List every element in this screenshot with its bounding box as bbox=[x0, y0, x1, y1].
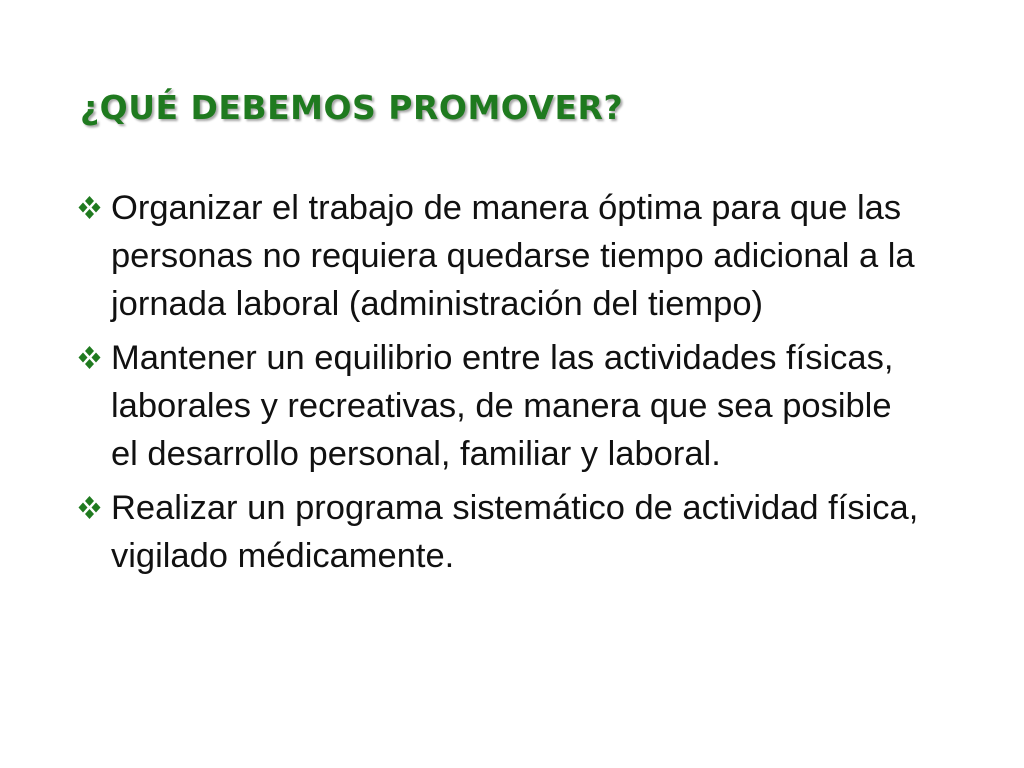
slide-title: ¿QUÉ DEBEMOS PROMOVER? bbox=[80, 88, 624, 127]
bullet-text: Realizar un programa sistemático de actividad física, vigilado médicamente. bbox=[111, 489, 919, 575]
four-diamond-icon bbox=[74, 345, 105, 371]
bullet-item-2 bbox=[74, 334, 924, 478]
bullet-item-1 bbox=[74, 184, 924, 328]
four-diamond-icon bbox=[74, 195, 105, 221]
bullet-item-3 bbox=[74, 484, 924, 580]
four-diamond-icon bbox=[74, 495, 105, 521]
bullet-text: Organizar el trabajo de manera óptima para que las personas no requiera quedarse tiempo adicional a la jornada laboral (administración del tiempo) bbox=[111, 189, 915, 323]
bullet-text: Mantener un equilibrio entre las actividades físicas, laborales y recreativas, de manera que sea posible el desarrollo personal, familiar y laboral. bbox=[111, 339, 894, 473]
bullet-list bbox=[74, 184, 924, 586]
